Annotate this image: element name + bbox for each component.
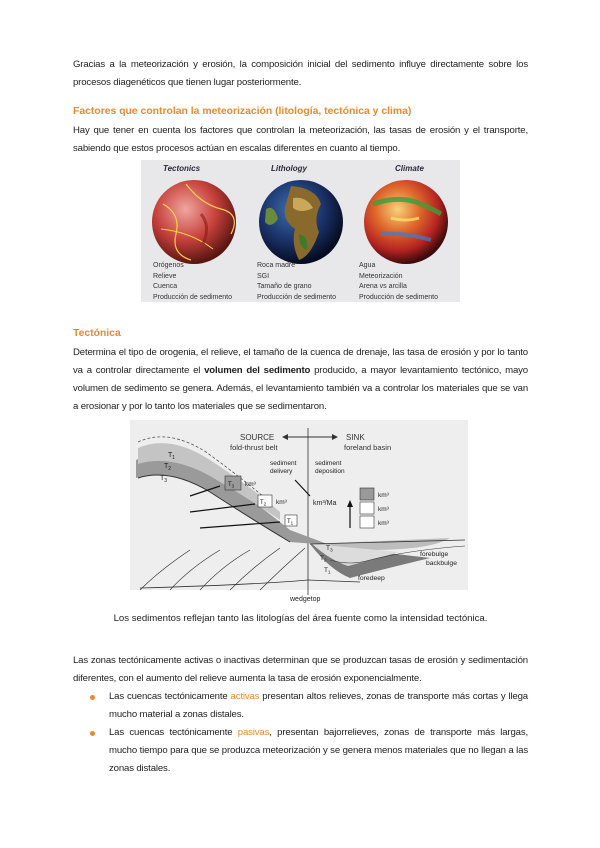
bullet-passive-basins [73, 724, 528, 778]
list-item: Agua [359, 262, 376, 269]
deposition-box-t2 [360, 502, 374, 514]
label-line: delivery [270, 468, 293, 475]
list-item: Relieve [153, 272, 177, 280]
source-sublabel: fold-thrust belt [230, 443, 278, 452]
text-span: Determina el tipo de orogenia, el relieve, el tamaño de la cuenca de drenaje, las tasa de erosión y por lo tanto va a controlar directamente el [73, 347, 528, 376]
wedgetop-label: wedgetop [290, 596, 321, 603]
km3-label: km³ [378, 506, 389, 513]
globes-illustration [141, 174, 460, 274]
text-span: producido, a mayor levantamiento tectónico, mayo volumen de sedimento se genera. Además, el levantamiento también va a controlar los materiales que se van a erosionar y por lo tanto los materiales que se sedimentaron. [73, 365, 528, 412]
deposition-box-t1 [360, 516, 374, 528]
climate-factor-list [359, 261, 438, 303]
text-span: presentan altos relieves, zonas de transporte más cortas y llega mucho material a zonas distales. [109, 691, 528, 720]
km3-label: km³ [378, 492, 389, 499]
t-letter: T [164, 463, 169, 470]
t-subscript: 3 [164, 478, 168, 484]
label-line: sediment [315, 460, 342, 467]
list-item: Tamaño de grano [257, 283, 312, 290]
list-item: Producción de sedimento [153, 293, 232, 301]
source-label: SOURCE [240, 433, 275, 442]
t-letter: T [228, 482, 232, 488]
globe-title-tectonics: Tectonics [163, 164, 201, 173]
t-subscript: 2 [263, 501, 267, 507]
sink-sublabel: foreland basin [344, 443, 392, 452]
bullet-dot [90, 695, 95, 700]
list-item: Orógenos [153, 262, 184, 269]
list-item: Producción de sedimento [257, 293, 336, 301]
deposition-box-t3 [360, 488, 374, 500]
t-letter: T [320, 555, 324, 562]
t-subscript: 3 [231, 483, 235, 489]
bold-term: volumen del sedimento [204, 365, 311, 376]
figure-caption: Los sedimentos reflejan tanto las litologías del área fuente como la intensidad tectónica. [113, 613, 488, 624]
foredeep-label: foredeep [358, 575, 385, 582]
t-letter: T [160, 475, 165, 482]
t-letter: T [324, 567, 328, 574]
t-letter: T [168, 452, 173, 459]
factors-paragraph: Hay que tener en cuenta los factores que controlan la meteorización, las tasas de erosión y el transporte, sabiendo que estos procesos actúan en escalas diferentes en cuanto al tiempo. [73, 125, 528, 154]
section-heading-factors: Factores que controlan la meteorización (litología, tectónica y clima) [73, 106, 412, 117]
box-label [260, 500, 267, 507]
label-line: sediment [270, 460, 297, 467]
km3-label: km³ [245, 481, 256, 488]
intro-paragraph: Gracias a la meteorización y erosión, la composición inicial del sedimento influye directamente sobre los procesos diagenéticos que tienen lugar posteriormente. [73, 59, 528, 88]
t-subscript: 1 [290, 520, 294, 526]
t-subscript: 2 [323, 558, 327, 564]
list-item: Roca madre [257, 262, 296, 269]
sink-label: SINK [346, 433, 365, 442]
km3-label: km³ [378, 520, 389, 527]
list-item: SGI [257, 272, 270, 280]
diagram-background [130, 420, 468, 590]
source-sink-figure [130, 420, 468, 603]
globe-title-lithology: Lithology [271, 164, 307, 173]
rate-label: km³/Ma [313, 500, 337, 507]
zones-paragraph: Las zonas tectónicamente activas o inactivas determinan que se produzcan tasas de erosión y sedimentación diferentes, con el aumento del relieve aumenta la tasa de erosión exponencialmente. [73, 655, 528, 684]
factors-figure [141, 160, 460, 302]
climate-globe [364, 180, 448, 264]
t-letter: T [287, 519, 291, 525]
tectonics-globe [152, 180, 236, 264]
globe-title-climate: Climate [395, 164, 424, 173]
highlight-term: pasivas [237, 727, 270, 738]
t-subscript: 3 [329, 548, 333, 554]
tectonics-factor-list [153, 261, 232, 303]
bullet-active-basins [73, 688, 528, 724]
lithology-factor-list [257, 261, 336, 303]
box-label [287, 519, 294, 526]
bullet-dot [90, 731, 95, 736]
backbulge-label: backbulge [426, 560, 457, 567]
section-heading-tectonics: Tectónica [73, 328, 121, 339]
basin-bullet-list [73, 688, 528, 778]
sediment-deposition-label [315, 460, 345, 475]
text-span: , presentan bajorrelieves, zonas de transporte más largas, mucho tiempo para que se produzca meteorización y se genera menos materiales que no llegan a las zonas distales. [109, 727, 528, 774]
list-item: Meteorización [359, 272, 403, 280]
t-letter: T [326, 545, 330, 552]
t-subscript: 1 [327, 570, 331, 576]
t-letter: T [260, 500, 264, 506]
text-span: Las cuencas tectónicamente [109, 727, 238, 738]
t-subscript: 2 [168, 466, 172, 472]
box-label [228, 482, 235, 489]
label-line: deposition [315, 468, 345, 475]
forebulge-label: forebulge [420, 551, 449, 558]
highlight-term: activas [230, 691, 260, 702]
list-item: Producción de sedimento [359, 293, 438, 301]
lithology-globe [259, 180, 343, 264]
t-subscript: 1 [172, 455, 176, 461]
km3-label: km³ [276, 499, 287, 506]
list-item: Arena vs arcilla [359, 283, 407, 290]
list-item: Cuenca [153, 283, 178, 290]
source-sink-diagram [130, 420, 468, 603]
text-span: Las cuencas tectónicamente [109, 691, 231, 702]
tectonics-paragraph [73, 344, 528, 416]
